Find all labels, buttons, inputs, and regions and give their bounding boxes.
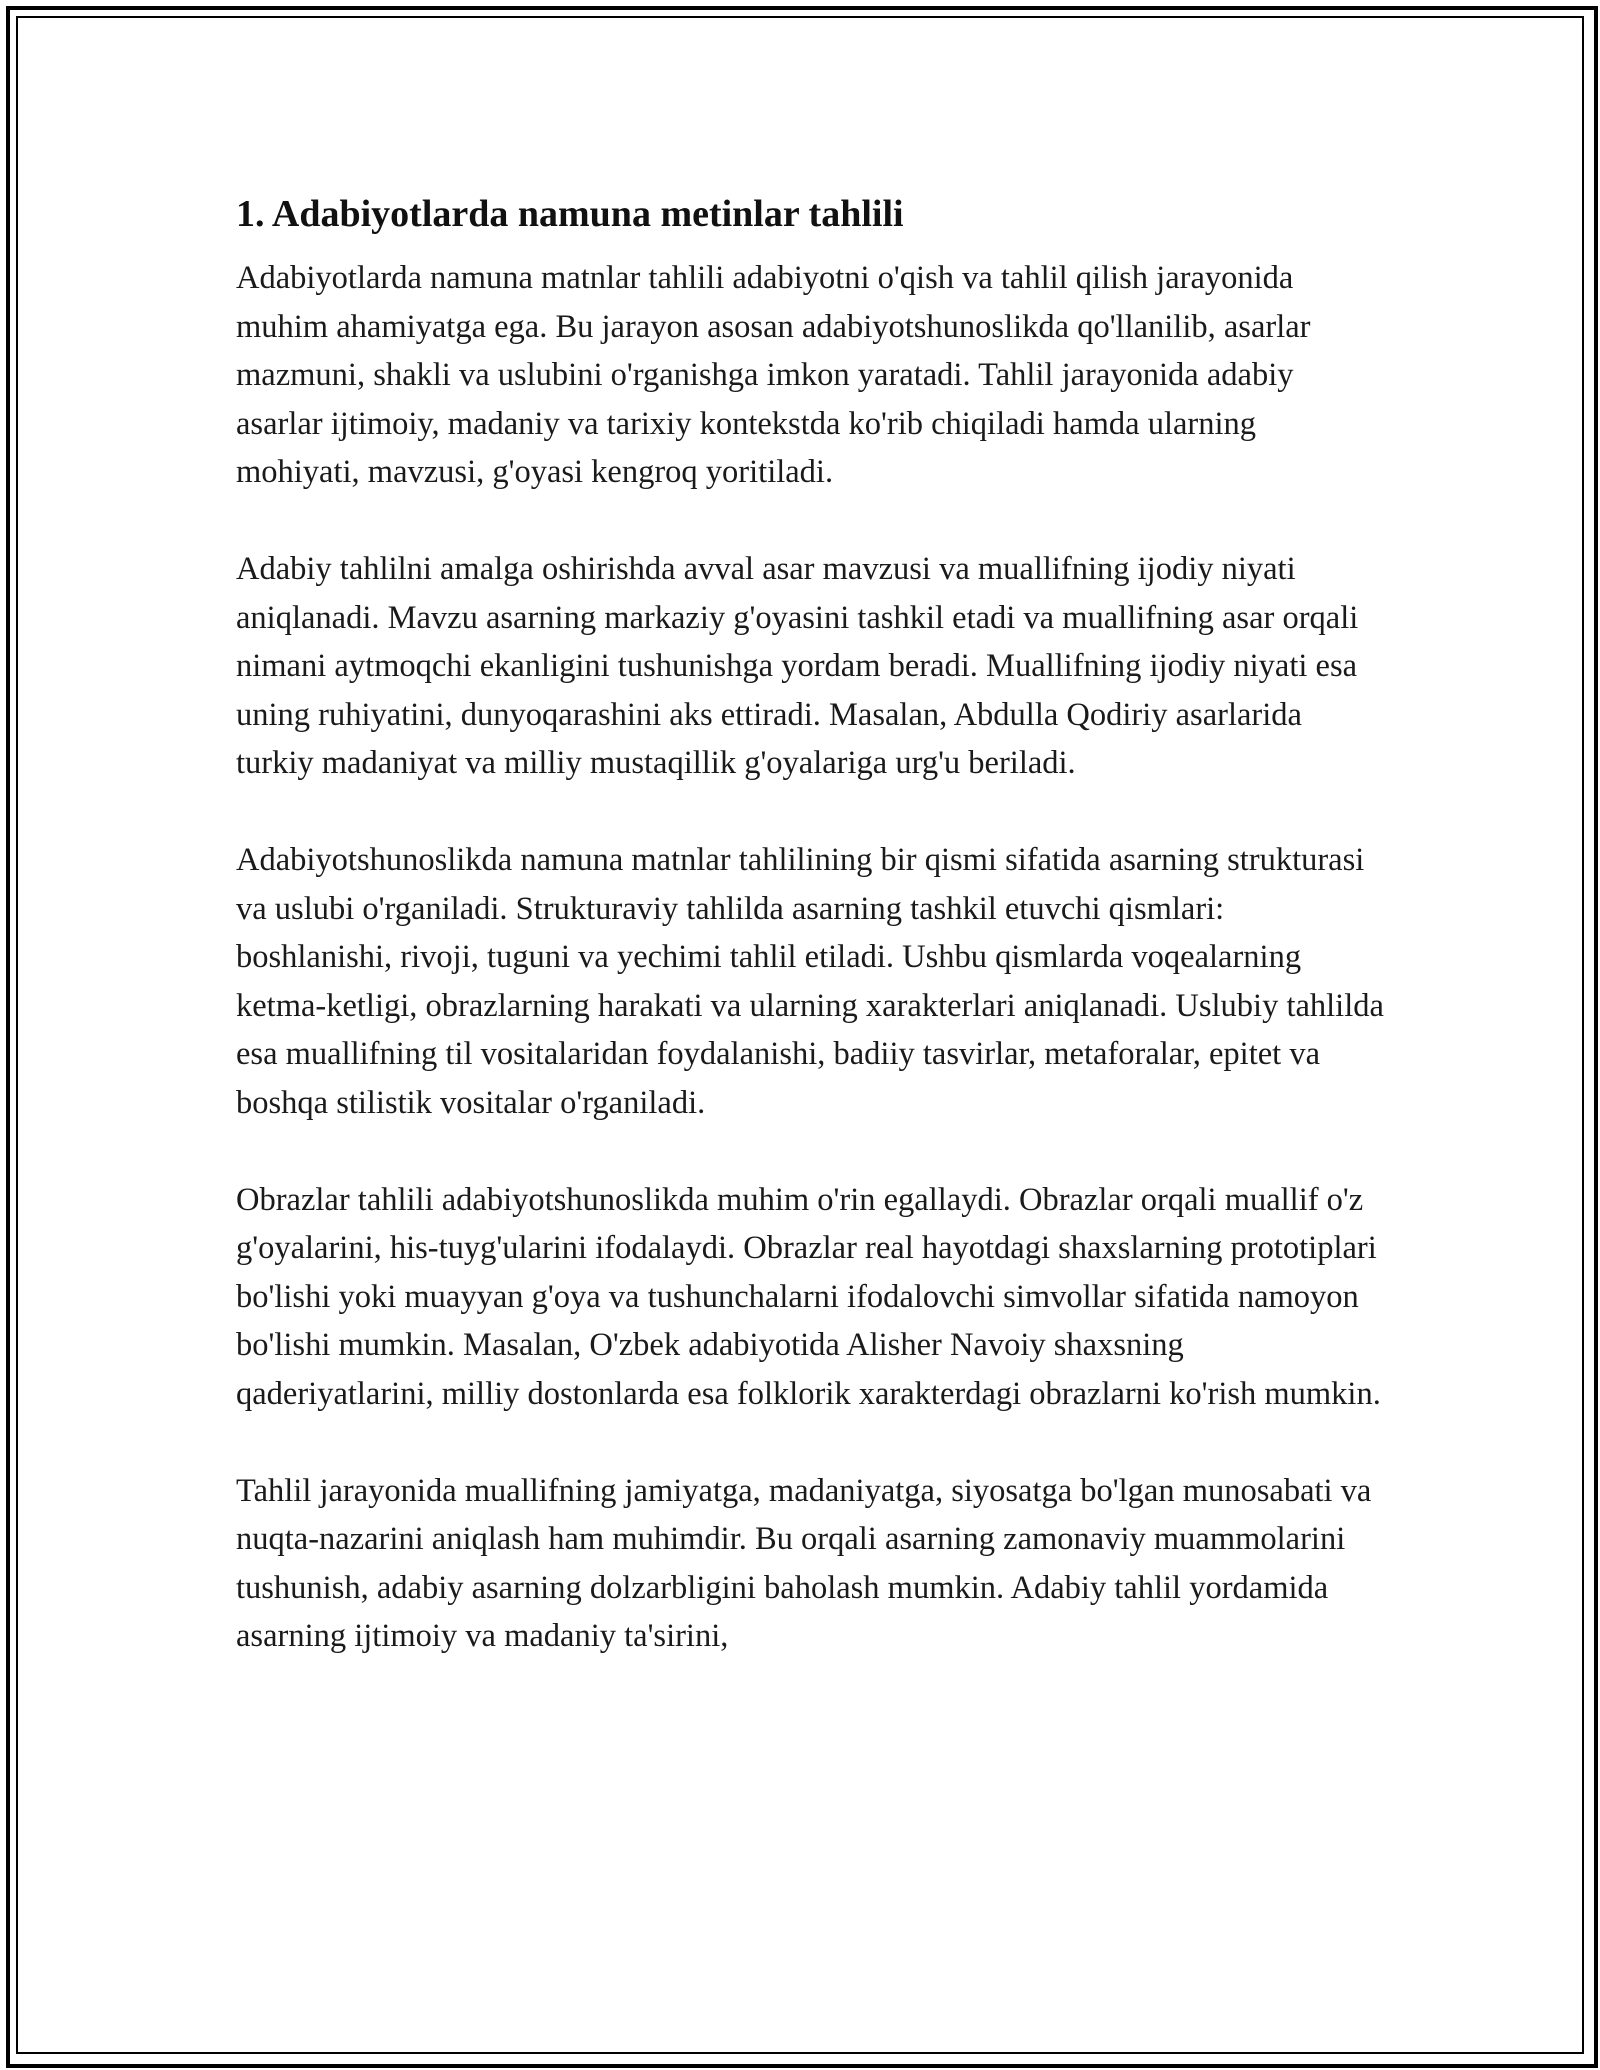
section-heading: 1. Adabiyotlarda namuna metinlar tahlili: [236, 193, 904, 235]
paragraph-2: Adabiy tahlilni amalga oshirishda avval asar mavzusi va muallifning ijodiy niyati aniqlanadi. Mavzu asarning markaziy g'oyasini tashkil etadi va muallifning asar orqali nimani aytmoqchi ekanligini tushunishga yordam beradi. Muallifning ijodiy niyati esa uning ruhiyatini, dunyoqarashini aks ettiradi. Masalan, Abdulla Qodiriy asarlarida turkiy madaniyat va milliy mustaqillik g'oyalariga urg'u beriladi.: [236, 551, 1359, 781]
paragraph-4: Obrazlar tahlili adabiyotshunoslikda muhim o'rin egallaydi. Obrazlar orqali muallif o'z g'oyalarini, his-tuyg'ularini ifodalaydi. Obrazlar real hayotdagi shaxslarning prototiplari bo'lishi yoki muayyan g'oya va tushunchalarni ifodalovchi simvollar sifatida namoyon bo'lishi mumkin. Masalan, O'zbek adabiyotida Alisher Navoiy shaxsning qaderiyatlarini, milliy dostonlarda esa folklorik xarakterdagi obrazlarni ko'rish mumkin.: [236, 1181, 1381, 1412]
document-page: [236, 188, 1386, 1709]
paragraph-5: Tahlil jarayonida muallifning jamiyatga, madaniyatga, siyosatga bo'lgan munosabati va nuqta-nazarini aniqlash ham muhimdir. Bu orqali asarning zamonaviy muammolarini tushunish, adabiy asarning dolzarbligini baholash mumkin. Adabiy tahlil yordamida asarning ijtimoiy va madaniy ta'sirini,: [236, 1472, 1372, 1654]
paragraph-1: Adabiyotlarda namuna matnlar tahlili adabiyotni o'qish va tahlil qilish jarayonida muhim ahamiyatga ega. Bu jarayon asosan adabiyotshunoslikda qo'llanilib, asarlar mazmuni, shakli va uslubini o'rganishga imkon yaratadi. Tahlil jarayonida adabiy asarlar ijtimoiy, madaniy va tarixiy kontekstda ko'rib chiqiladi hamda ularning mohiyati, mavzusi, g'oyasi kengroq yoritiladi.: [236, 260, 1311, 490]
paragraph-3: Adabiyotshunoslikda namuna matnlar tahlilining bir qismi sifatida asarning strukturasi va uslubi o'rganiladi. Strukturaviy tahlilda asarning tashkil etuvchi qismlari: boshlanishi, rivoji, tuguni va yechimi tahlil etiladi. Ushbu qismlarda voqealarning ketma-ketligi, obrazlarning harakati va ularning xarakterlari aniqlanadi. Uslubiy tahlilda esa muallifning til vositalaridan foydalanishi, badiiy tasvirlar, metaforalar, epitet va boshqa stilistik vositalar o'rganiladi.: [236, 842, 1384, 1121]
